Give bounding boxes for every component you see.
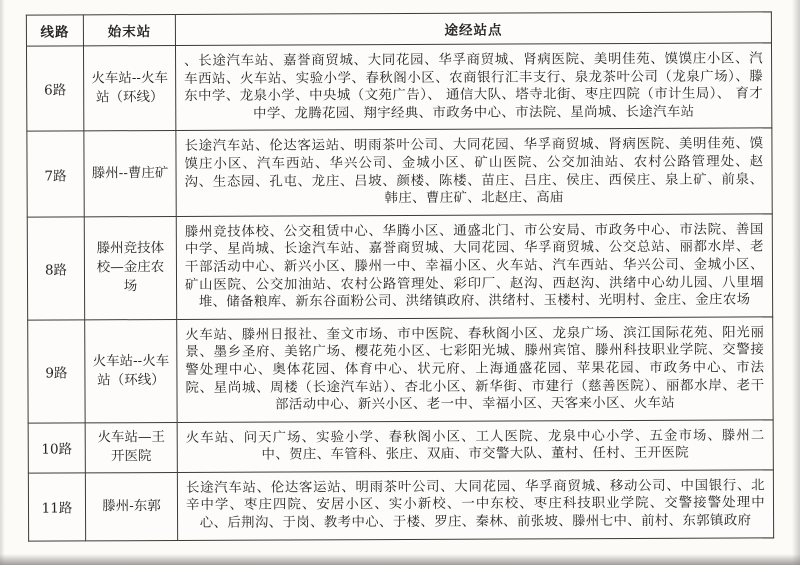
route-cell: 8路 [27,217,84,320]
bus-routes-table [26,11,774,541]
terminals-cell: 滕州--曹庄矿 [84,131,176,217]
route-cell: 11路 [28,473,85,541]
header-row [26,12,771,46]
terminals-cell: 滕州竞技体校—金庄农场 [84,216,176,319]
table-row [28,470,773,541]
terminals-cell: 滕州-东郭 [85,472,177,540]
header-terminals: 始末站 [83,14,175,45]
stops-cell: 、长途汽车站、嘉誉商贸城、大同花园、华孚商贸城、肾病医院、美明佳苑、馍馍庄小区、汽车西站、火车站、实验小学、春秋阁小区、农商银行汇丰支行、泉龙茶叶公司（龙泉广场）、滕东中学、龙泉小学、中央城（文苑广告）、 通信大队、塔寺北街、枣庄四院（市计生局）、 育才中学、龙腾花园、翔宇经典、市政务中心、市法院、星尚城、长途汽车站 [175,43,771,131]
route-cell: 10路 [28,423,85,473]
scan-shadow-right [792,0,800,565]
stops-cell: 长途汽车站、伦达客运站、明雨茶叶公司、大同花园、华孚商贸城、移动公司、中国银行、北辛中学、枣庄四院、安居小区、实小新校、一中东校、枣庄科技职业学院、交警接警处理中心、后荆沟、于岗、教考中心、于楼、罗庄、秦林、前张坡、滕州七中、前村、东郭镇政府 [177,470,773,540]
table-row [27,214,772,320]
stops-cell: 长途汽车站、伦达客运站、明雨茶叶公司、大同花园、华孚商贸城、肾病医院、美明佳苑、馍馍庄小区、汽车西站、华兴公司、金城小区、矿山医院、公交加油站、农村公路管理处、赵沟、生态园、孔屯、龙庄、吕坡、颜楼、陈楼、苗庄、吕庄、侯庄、西侯庄、泉上矿、前泉、韩庄、曹庄矿、北赵庄、高庙 [176,128,772,216]
table-row [28,317,773,423]
stops-cell: 火车站、问天广场、实验小学、春秋阁小区、工人医院、龙泉中心小学、五金市场、滕州二中、贺庄、车管科、张庄、双庙、市交警大队、董村、任村、王开医院 [177,420,773,473]
header-stops: 途经站点 [175,12,771,46]
table-row [28,420,773,473]
route-cell: 9路 [28,320,85,423]
terminals-cell: 火车站--火车站（环线） [83,45,175,131]
header-route: 线路 [26,15,83,46]
stops-cell: 火车站、滕州日报社、奎文市场、市中医院、春秋阁小区、龙泉广场、滨江国际花苑、阳光丽景、墨乡圣府、美铭广场、樱花苑小区、七彩阳光城、滕州宾馆、滕州科技职业学院、交警接警处理中心、奥体花园、体育中心、状元府、上海通盛花园、苹果花园、市政务中心、市法院、星尚城、周楼（长途汽车站）、杏北小区、新华街、市建行（慈善医院）、丽都水岸、老干部活动中心、新兴小区、老一中、幸福小区、天客来小区、火车站 [177,317,773,423]
table-row [27,128,772,217]
scan-shadow-left [0,0,5,565]
terminals-cell: 火车站--火车站（环线） [85,319,177,422]
table-row [26,43,771,132]
stops-cell: 滕州竞技体校、公交租赁中心、华腾小区、通盛北门、市公安局、市政务中心、市法院、善国中学、星尚城、长途汽车站、嘉誉商贸城、大同花园、华孚商贸城、公交总站、丽都水岸、老干部活动中心、新兴小区、滕州一中、幸福小区、火车站、汽车西站、华兴公司、金城小区、矿山医院、公交加油站、农村公路管理处、彩印厂、赵沟、西赵沟、洪绪中心幼儿园、八里堌堆、储备粮库、新东谷面粉公司、洪绪镇政府、洪绪村、玉楼村、光明村、金庄、金庄农场 [176,214,772,320]
scan-shadow-bottom [0,554,800,565]
route-cell: 6路 [26,46,83,132]
terminals-cell: 火车站—王开医院 [85,422,177,473]
route-cell: 7路 [27,131,84,217]
